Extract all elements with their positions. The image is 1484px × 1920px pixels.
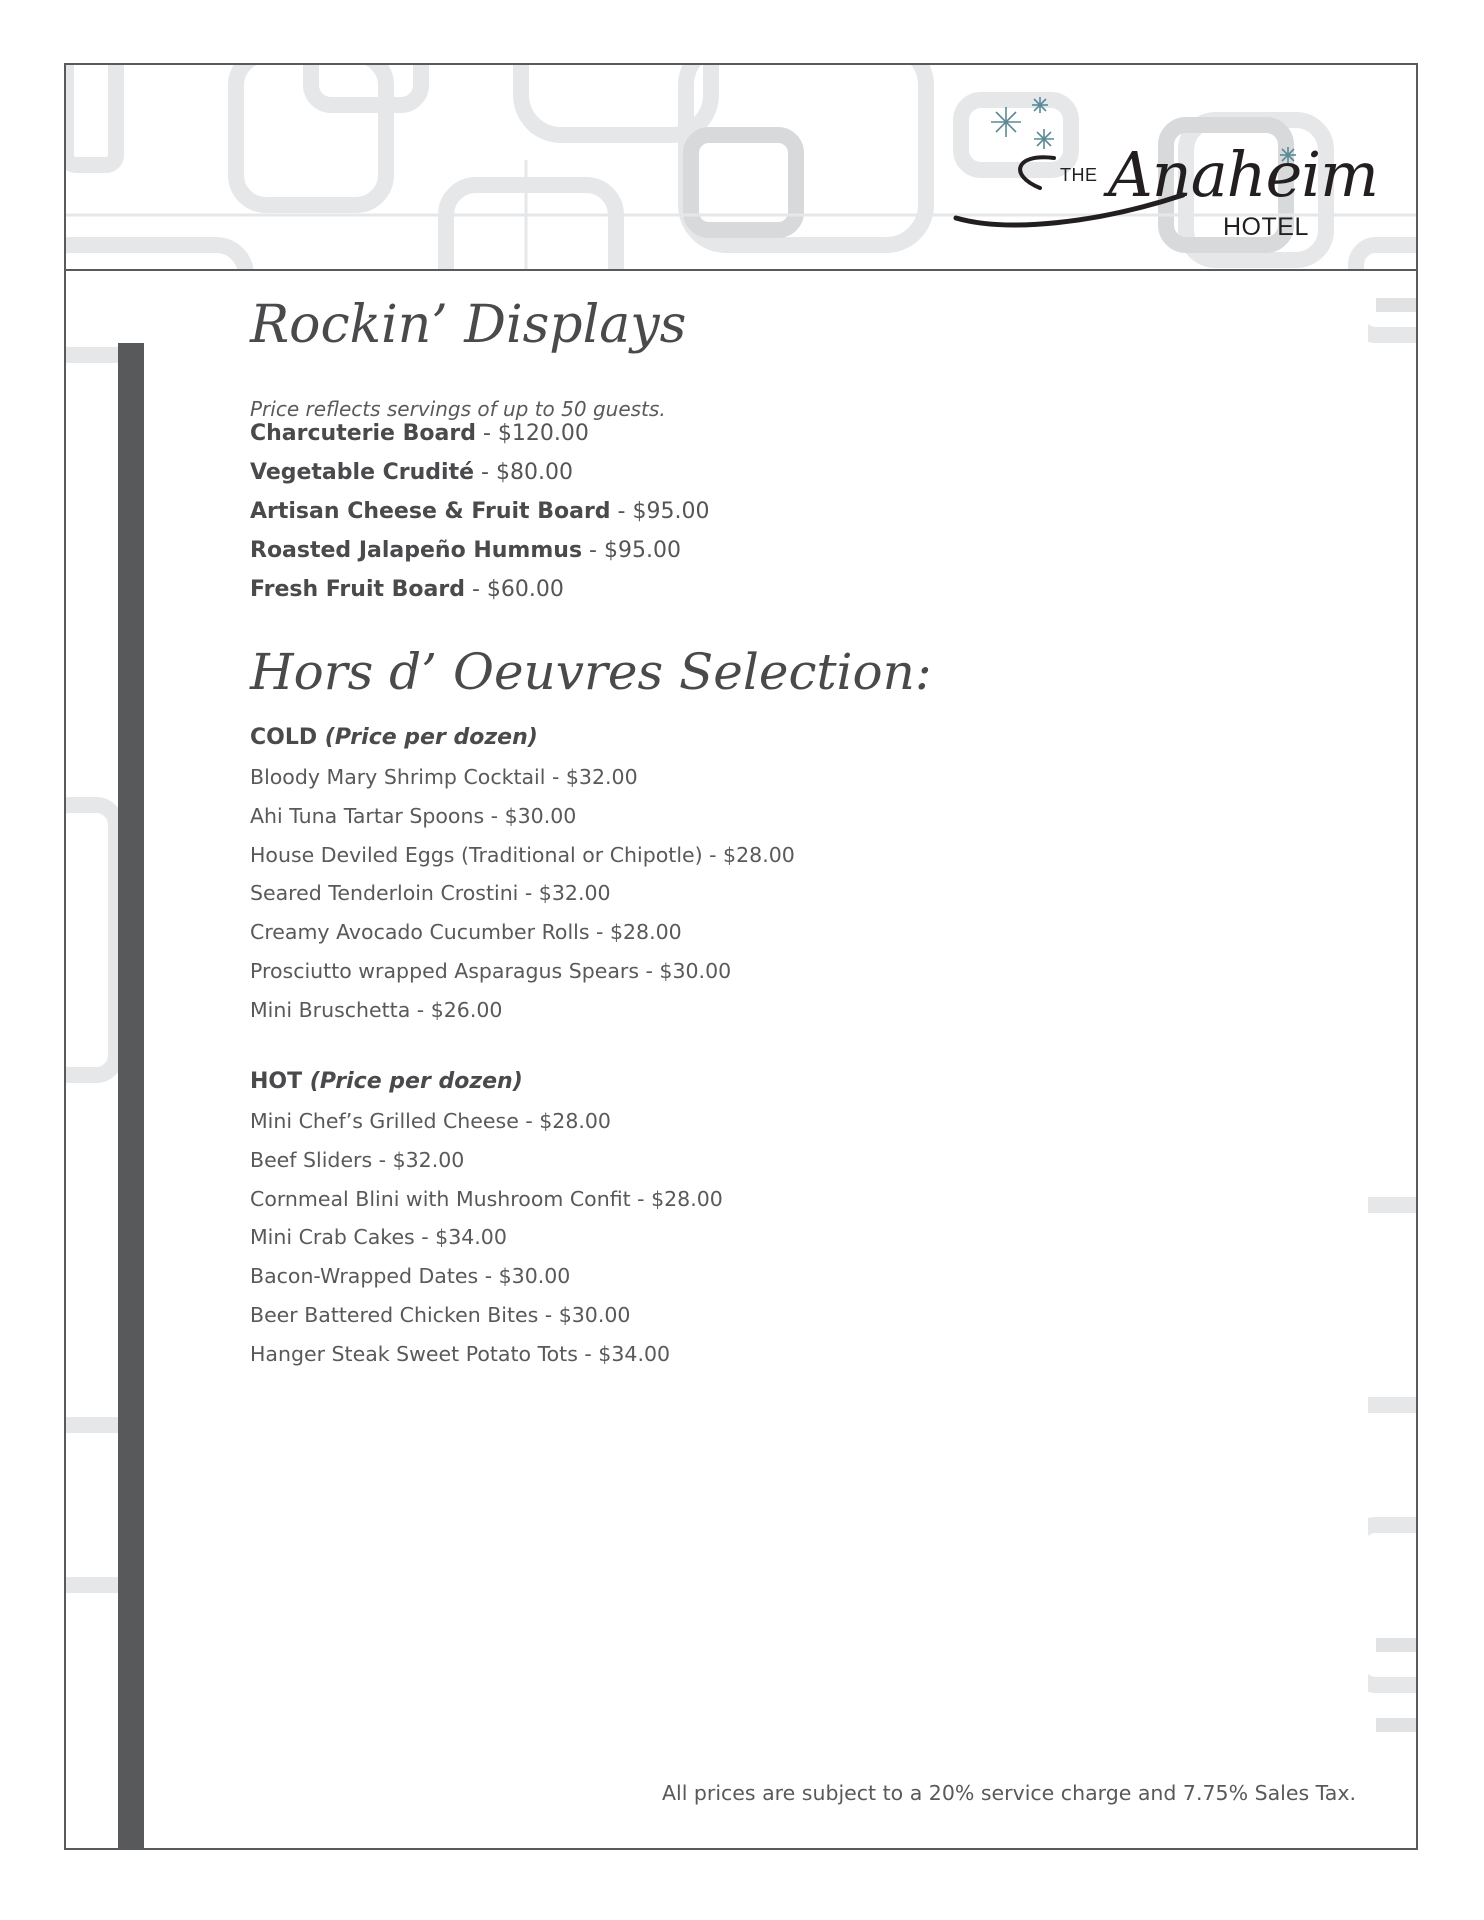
list-item (250, 577, 709, 616)
cold-label: COLD (250, 725, 325, 750)
cold-items-list (250, 765, 795, 1037)
list-item (250, 499, 709, 538)
logo-hotel-text: HOTEL (1223, 213, 1309, 241)
list-item: House Deviled Eggs (Traditional or Chipotle) - $28.00 (250, 842, 795, 867)
item-name: Roasted Jalapeño Hummus (250, 538, 583, 563)
item-price: - $60.00 (464, 577, 564, 602)
list-item (250, 538, 709, 577)
list-item: Hanger Steak Sweet Potato Tots - $34.00 (250, 1341, 671, 1366)
list-item: Cornmeal Blini with Mushroom Confit - $28.00 (250, 1186, 723, 1211)
cold-subheading (250, 725, 538, 750)
displays-heading: Rockin’ Displays (250, 295, 687, 355)
hors-doeuvres-heading: Hors d’ Oeuvres Selection: (250, 643, 932, 701)
hot-qualifier: (Price per dozen) (309, 1069, 523, 1094)
item-name: Artisan Cheese & Fruit Board (250, 499, 611, 524)
item-price: - $80.00 (474, 460, 573, 485)
item-name: Charcuterie Board (250, 421, 476, 446)
item-name: Vegetable Crudité (250, 460, 475, 485)
displays-list (250, 421, 709, 616)
item-price: - $95.00 (582, 538, 681, 563)
list-item: Mini Chef’s Grilled Cheese - $28.00 (250, 1109, 611, 1133)
list-item: Creamy Avocado Cucumber Rolls - $28.00 (250, 920, 682, 945)
hot-subheading (250, 1069, 523, 1094)
logo-the-text: THE (1060, 165, 1098, 185)
list-item: Mini Crab Cakes - $34.00 (250, 1225, 507, 1250)
cold-qualifier: (Price per dozen) (324, 725, 538, 750)
list-item (250, 421, 709, 460)
list-item: Ahi Tuna Tartar Spoons - $30.00 (250, 803, 577, 828)
list-item: Beer Battered Chicken Bites - $30.00 (250, 1302, 631, 1327)
logo-name-text: Anaheim (1108, 138, 1378, 211)
pricing-disclaimer: All prices are subject to a 20% service charge and 7.75% Sales Tax. (661, 1781, 1356, 1805)
hot-items-list (250, 1109, 723, 1381)
item-price: - $95.00 (610, 499, 710, 524)
menu-page (64, 63, 1418, 1850)
list-item: Bloody Mary Shrimp Cocktail - $32.00 (250, 765, 638, 789)
side-accent-bar (118, 343, 144, 1850)
list-item: Beef Sliders - $32.00 (250, 1147, 465, 1172)
hotel-logo (948, 83, 1378, 263)
list-item: Bacon-Wrapped Dates - $30.00 (250, 1264, 571, 1289)
displays-note: Price reflects servings of up to 50 guests. (250, 397, 666, 421)
list-item: Seared Tenderloin Crostini - $32.00 (250, 881, 611, 906)
item-price: - $120.00 (475, 421, 589, 446)
item-name: Fresh Fruit Board (250, 577, 465, 602)
hot-label: HOT (250, 1069, 310, 1094)
list-item (250, 460, 709, 499)
list-item: Mini Bruschetta - $26.00 (250, 997, 503, 1022)
list-item: Prosciutto wrapped Asparagus Spears - $30.00 (250, 958, 732, 983)
